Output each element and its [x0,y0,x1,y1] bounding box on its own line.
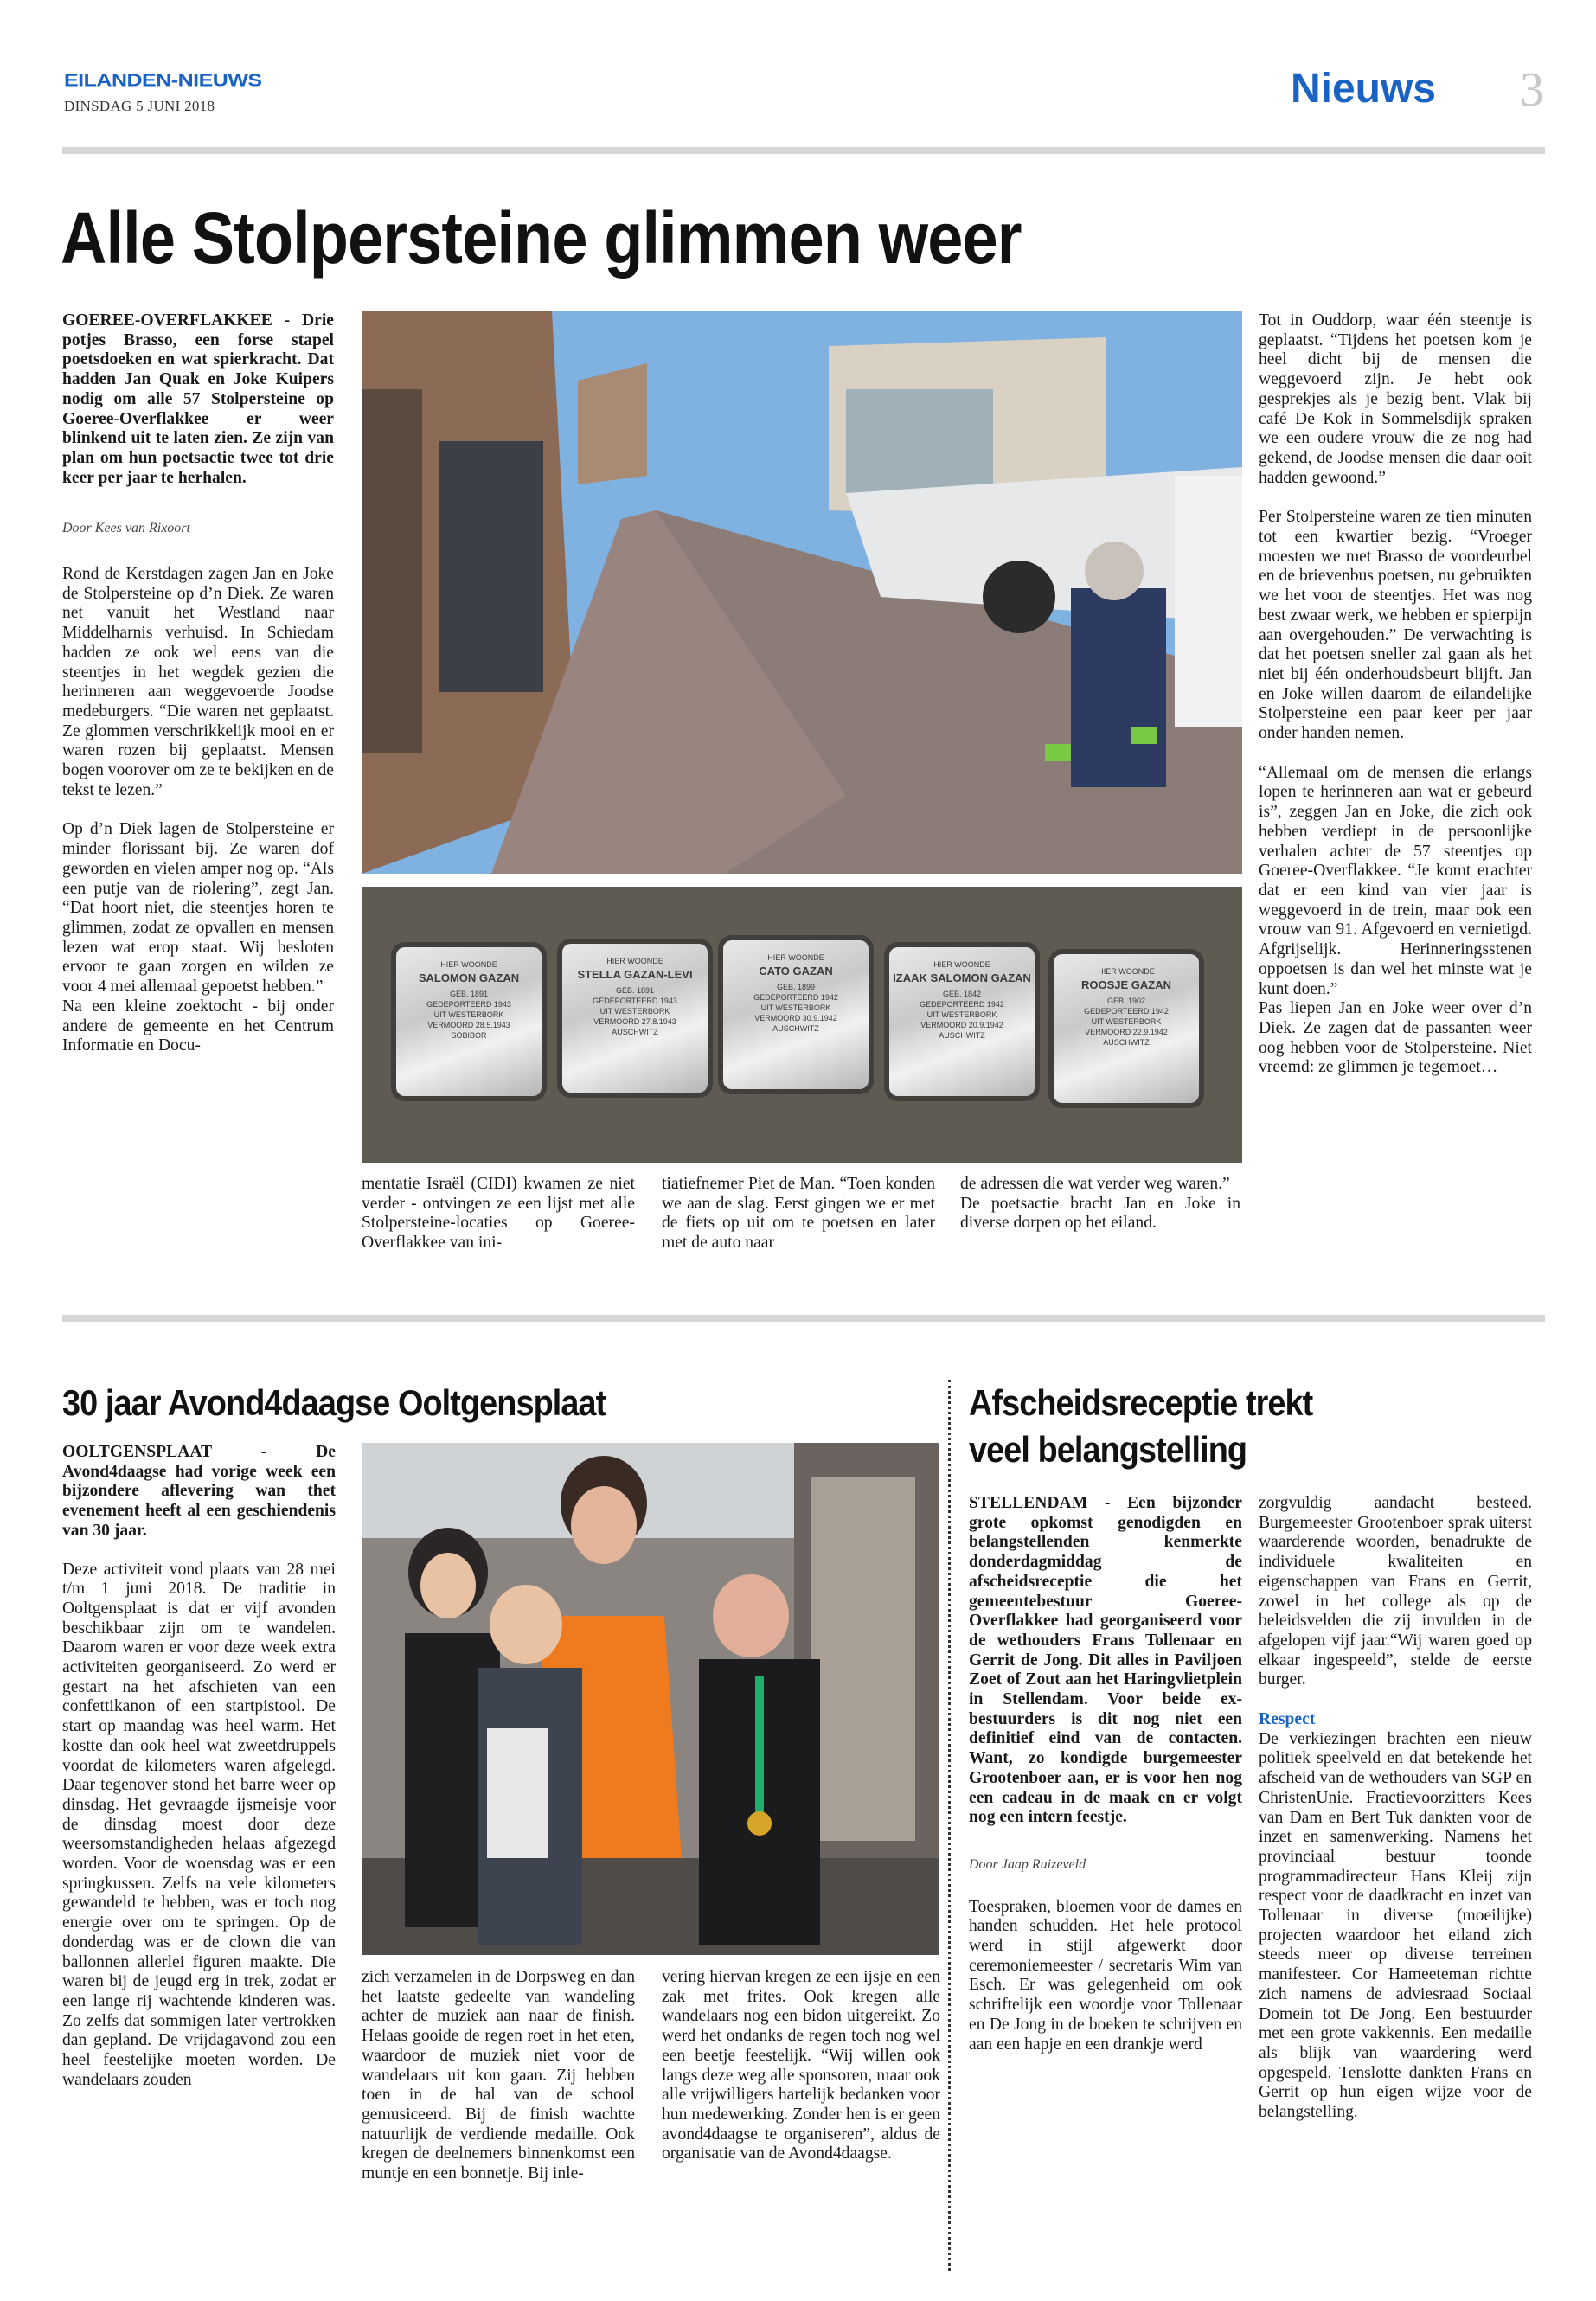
article1-column-5 [1259,311,1532,1078]
article2-paragraph: Deze activiteit vond plaats van 28 mei t/m 1 juni 2018. De traditie in Ooltgensplaat is dat er vijf avonden beschikbaar zijn om te wandelen. Daarom waren er voor deze week extra activiteiten georganiseerd. Zo werd er gestart na het afschieten van een confettikanon of een startpistool. De start op maandag was heel warm. Het kostte dan ook heel wat zweetdruppels voordat de kilometers waren afgelegd. Daar tegenover stond het barre weer op dinsdag. Het gevraagde ijsmeisje voor de dinsdag moest door deze weersomstandigheden helaas afgezegd worden. Voor de woensdag was er een springkussen. Zelfs na vele kilometers gewandeld te hebben, was er toch nog energie over om te springen. Op de donderdag was er de clown die van ballonnen allerlei figuren maakte. Die waren bij de jeugd erg in trek, zodat er een lange rij wachtende kinderen was. Zo zelfs dat sommigen later vertrokken dan gepland. De vrijdagavond zou een heel feestelijke moeten worden. De wandelaars zouden [62,1560,336,2089]
article1-paragraph: “Allemaal om de mensen die erlangs lopen te herinneren aan wat er gebeurd is”, zeggen Jan en Joke, die zich ook hebben verdiept in de persoonlijke verhalen achter de 57 steentjes op Goeree-Overflakkee. “Je komt erachter dat er een kind van vier jaar is weggevoerd in de trein, maar ook een vrouw van 91. Afgevoerd en vernietigd. Afgrijselijk. Herinneringsstenen oppoetsen is dan wel het minste wat je kunt doen.” [1259,763,1532,998]
stolperstein-line: VERMOORD 20.9.1942 [920,1021,1003,1029]
street-photo-image [362,311,1242,874]
stolperstein-line: VERMOORD 28.5.1943 [427,1021,510,1029]
article2-paragraph: vering hiervan kregen ze een ijsje en een zak met frites. Ook kregen alle wandelaars nog een bidon uitgereikt. Zo werd het ondanks de regen toch nog wel een beetje feestelijk. “Wij willen ook langs deze weg alle sponsoren, maar ook alle vrijwilligers hartelijk bedanken voor hun medewerking. Zonder hen is er geen avond4daagse te organiseren”, aldus de organisatie van de Avond4daagse. [662,1968,940,2163]
article1-paragraph: Na een kleine zoektocht - bij onder andere de gemeente en het Centrum Informatie en Docu- [62,997,334,1055]
article3-paragraph: zorgvuldig aandacht besteed. Burgemeester Grootenboer sprak uiterst waarderende woorden, benadrukte de individuele kwaliteiten en eigenschappen van Frans en Gerrit, zowel in het college als op de beleidsvelden die zij invulden in de afgelopen vijf jaar.“Wij waren goed op elkaar ingespeeld”, stelde de eerste burger. [1259,1494,1532,1689]
stolperstein-name: IZAAK SALOMON GAZAN [893,971,1031,984]
stolperstein-line: AUSCHWITZ [612,1028,658,1036]
stolperstein [889,947,1035,1096]
stolperstein-line: AUSCHWITZ [772,1024,819,1033]
stolperstein-line: VERMOORD 30.9.1942 [754,1014,837,1022]
article3-column-2 [1259,1494,1532,2123]
stolperstein [1054,954,1199,1103]
article-separator [62,1315,1545,1322]
column-divider [948,1380,951,2271]
stolperstein-line: GEB. 1899 [776,983,816,991]
newspaper-logo: EILANDEN-NIEUWS [64,71,262,91]
stolperstein-line: GEDEPORTEERD 1942 [920,1000,1004,1009]
stolperstein-line: GEB. 1891 [449,990,489,998]
article1-column-3 [662,1175,935,1253]
article2-headline: 30 jaar Avond4daagse Ooltgensplaat [62,1382,606,1423]
article1-column-2 [362,1175,635,1253]
stolperstein [723,940,869,1089]
section-title: Nieuws [1290,66,1436,112]
stolperstein-line: AUSCHWITZ [939,1031,985,1040]
article1-column-4 [960,1175,1240,1234]
stolperstein-line: HIER WOONDE [767,953,824,962]
article1-paragraph: de adressen die wat verder weg waren.” [960,1175,1230,1193]
stolperstein-line: HIER WOONDE [606,957,663,965]
stolperstein-line: GEB. 1891 [615,986,655,995]
stolperstein-line: HIER WOONDE [440,960,497,969]
stolperstein-name: CATO GAZAN [759,965,833,977]
article2-column-1 [62,1443,336,2091]
stolperstein [396,947,542,1096]
stolperstein [562,944,708,1093]
stolperstein-line: HIER WOONDE [933,960,990,969]
article3-headline-line: veel belangstelling [969,1429,1247,1470]
issue-date: DINSDAG 5 JUNI 2018 [64,98,215,114]
article1-paragraph: tiatiefnemer Piet de Man. “Toen konden we aan de slag. Eerst gingen we er met de fiets op uit om te poetsen en later met de auto naar [662,1175,935,1253]
article1-byline: Door Kees van Rixoort [62,521,190,536]
street-photo [362,311,1242,874]
article1-paragraph: Rond de Kerstdagen zagen Jan en Joke de Stolpersteine op d’n Diek. Ze waren net vanuit het Westland naar Middelharnis verhuisd. In Schiedam hadden ze ook wel eens van die steentjes in het wegdek gezien die herinneren aan weggevoerde Joodse medeburgers. “Die waren net geplaatst. Ze glommen verschrikkelijk mooi en er waren rozen bij geplaatst. Mensen bogen voorover om ze te bekijken en de tekst te lezen.” [62,565,334,799]
stolperstein-line: GEDEPORTEERD 1943 [426,1000,511,1009]
stolperstein-line: AUSCHWITZ [1103,1038,1150,1047]
article1-lead: GOEREE-OVERFLAKKEE - Drie potjes Brasso, een forse stapel poetsdoeken en wat spierkracht. Dat hadden Jan Quak en Joke Kuipers nodig om alle 57 Stolpersteine op Goeree-Overflakkee er weer blinkend uit te laten zien. Ze zijn van plan om hun poetsactie twee tot drie keer per jaar te herhalen. [62,311,334,487]
avond4daagse-photo [362,1443,939,1955]
stolpersteine-photo [362,887,1242,1163]
stolperstein-line: UIT WESTERBORK [760,1003,831,1012]
stolperstein-line: HIER WOONDE [1098,967,1155,976]
stolperstein-name: SALOMON GAZAN [418,971,520,984]
article3-paragraph: Toespraken, bloemen voor de dames en handen schudden. Het hele protocol werd in stijl afgewerkt door ceremoniemeester / secretaris Wim van Esch. Er was gelegenheid om ook schriftelijk een woordje voor Tollenaar en De Jong in de boeken te schrijven en aan een hapje en een drankje werd [969,1897,1242,2054]
article2-paragraph: zich verzamelen in de Dorpsweg en dan het laatste gedeelte van wandeling achter de muziek aan naar de finish. Helaas gooide de regen roet in het eten, waardoor de muziek niet voor de wandelaars uit kon gaan. Zij hebben toen in de hal van de school gemusiceerd. Bij de finish wachtte natuurlijk de verdiende medaille. Ook kregen de deelnemers binnenkomst een muntje en een bonnetje. Bij inle- [362,1968,635,2183]
article1-paragraph: Tot in Ouddorp, waar één steentje is geplaatst. “Tijdens het poetsen kom je heel dicht bij de mensen die weggevoerd zijn. Je hebt ook gesprekjes als je bezig bent. Vlak bij café De Kok in Sommelsdijk spraken we een oudere vrouw die ze nog had gekend, de Joodse mensen die daar ooit hadden gewoond.” [1259,311,1532,487]
stolperstein-line: GEDEPORTEERD 1942 [1084,1007,1169,1016]
stolperstein-line: UIT WESTERBORK [926,1010,997,1019]
article2-lead: OOLTGENSPLAAT - De Avond4daagse had vorige week een bijzondere aflevering wan thet evenement heeft al een geschiendenis van 30 jaar. [62,1443,336,1540]
stolperstein-name: ROOSJE GAZAN [1080,978,1171,991]
article1-paragraph: De poetsactie bracht Jan en Joke in diverse dorpen op het eiland. [960,1194,1240,1233]
article3-subhead: Respect [1259,1710,1316,1729]
article3-column-1 [969,1494,1242,2054]
article1-paragraph: Pas liepen Jan en Joke weer over d’n Diek. Ze zagen dat de passanten weer oog hebben voor de Stolpersteine. Niet vreemd: ze glimmen je tegemoet… [1259,999,1532,1077]
article1-headline: Alle Stolpersteine glimmen weer [61,197,1022,279]
stolperstein-line: GEDEPORTEERD 1942 [753,993,838,1002]
article2-column-3 [662,1968,940,2164]
stolperstein-line: UIT WESTERBORK [1091,1017,1162,1026]
article3-paragraph: De verkiezingen brachten een nieuw politiek speelveld en dat betekende het afscheid van de wethouders van SGP en ChristenUnie. Fractievoorzitters Kees van Dam en Bert Tuk dankten voor de inzet en samenwerking. Namens het provinciaal bestuur toonde programmadirecteur Hans Kleij zijn respect voor de daadkracht en inzet van Tollenaar in diverse (moeilijke) projecten waardoor het eiland zich steeds meer op diverse terreinen manifesteer. Cor Hameeteman richtte zich namens de adviesraad Sociaal Domein tot De Jong. Een bestuurder met een grote vakkennis. Een medaille als blijk van waardering werd opgespeld. Tenslotte dankten Frans en Gerrit op hun eigen wijze voor de belangstelling. [1259,1729,1532,2122]
avond4daagse-photo-image [362,1443,939,1955]
article3-headline-line: Afscheidsreceptie trekt [969,1382,1313,1423]
page-number: 3 [1520,63,1544,117]
stolperstein-line: GEB. 1902 [1106,997,1146,1005]
article3-headline [969,1380,1312,1473]
stolperstein-line: GEDEPORTEERD 1943 [593,997,677,1005]
stolperstein-line: UIT WESTERBORK [599,1007,670,1016]
article3-byline: Door Jaap Ruizeveld [969,1856,1086,1872]
stolperstein-line: GEB. 1842 [942,990,982,998]
article1-column-1 [62,311,334,1056]
stolperstein-line: SOBIBOR [451,1031,487,1040]
article2-column-2 [362,1968,635,2184]
header-rule [62,147,1545,154]
stolperstein-name: STELLA GAZAN-LEVI [577,968,693,981]
article1-paragraph: Per Stolpersteine waren ze tien minuten tot een kwartier bezig. “Vroeger moesten we met Brasso de voordeurbel en de brievenbus poetsen, nu gebruikten we het voor de steentjes. Het was nog best zwaar werk, we hebben er spierpijn aan overgehouden.” De verwachting is dat het poetsen sneller zal gaan als het niet bij één onderhoudsbeurt blijft. Jan en Joke willen daarom de eilandelijke Stolpersteine een paar keer per jaar onder handen nemen. [1259,508,1532,743]
stolperstein-line: VERMOORD 27.8.1943 [593,1017,676,1026]
stolperstein-line: UIT WESTERBORK [433,1010,504,1019]
stolperstein-line: VERMOORD 22.9.1942 [1085,1028,1168,1036]
article1-paragraph: Op d’n Diek lagen de Stolpersteine er minder florissant bij. Ze waren dof geworden en vielen amper nog op. “Als een putje van de riolering”, zegt Jan. “Dat hoort niet, die steentjes horen te glimmen, zodat ze opvallen en mensen lezen wat erop staat. Wij besloten ervoor te gaan zorgen en wilden ze voor 4 mei allemaal gepoetst hebben.” [62,820,334,997]
article3-lead: STELLENDAM - Een bijzonder grote opkomst genodigden en belangstellenden kenmerkte donderdagmiddag de afscheidsreceptie die het gemeentebestuur Goeree-Overflakkee had georganiseerd voor de wethouders Frans Tollenaar en Gerrit de Jong. Dit alles in Paviljoen Zoet of Zout aan het Haringvlietplein in Stellendam. Voor beide ex-bestuurders is dit nog niet een definitief eind van de contacten. Want, zo kondigde burgemeester Grootenboer aan, er is voor hen nog een cadeau in de maak en er volgt nog een intern feestje. [969,1494,1242,1827]
article1-paragraph: mentatie Israël (CIDI) kwamen ze niet verder - ontvingen ze een lijst met alle Stolpersteine-locaties op Goeree-Overflakkee van ini- [362,1175,635,1253]
